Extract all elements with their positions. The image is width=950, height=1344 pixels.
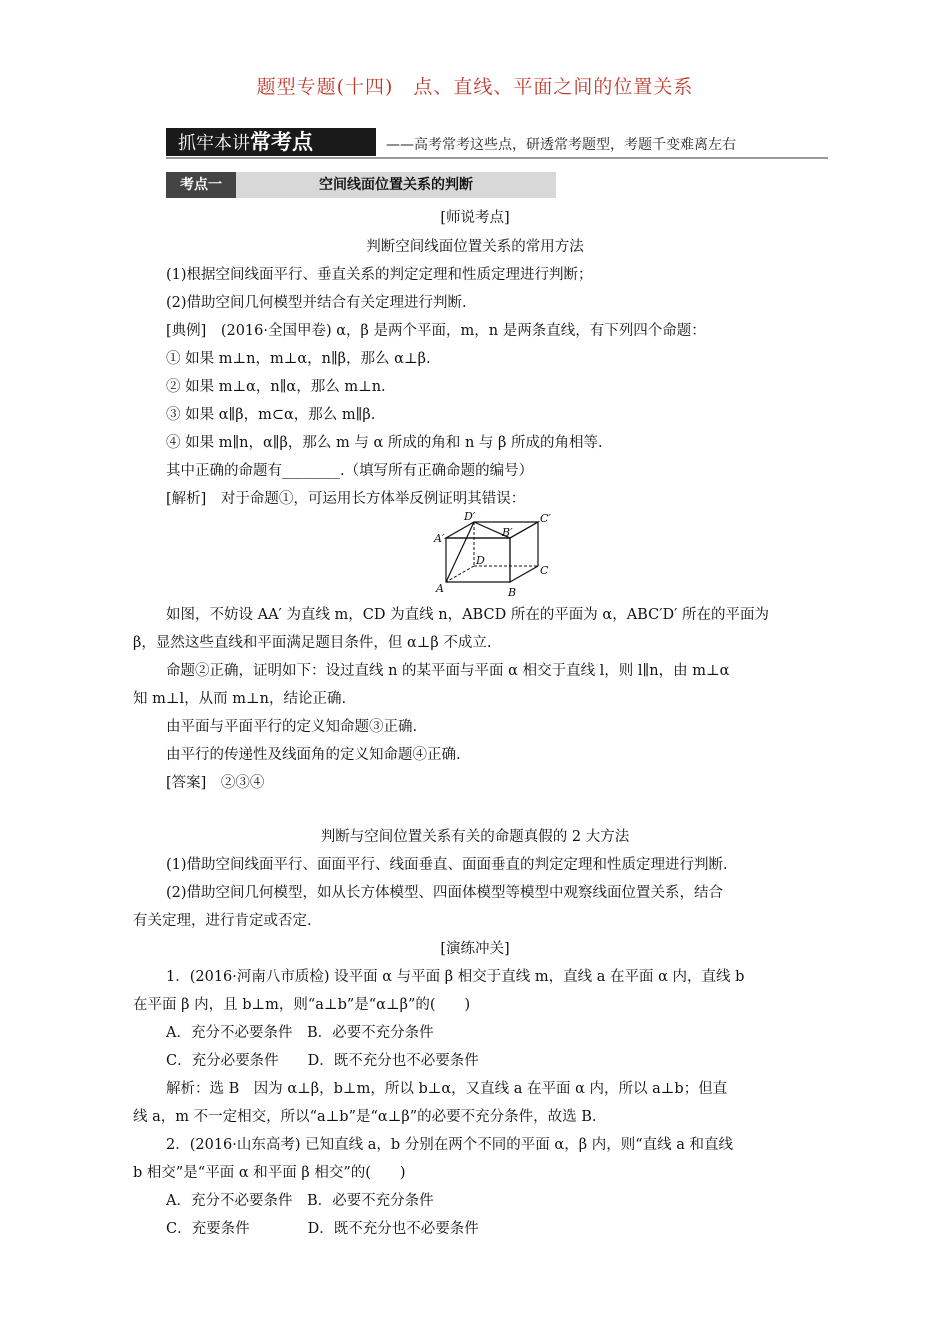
section-banner <box>166 128 828 158</box>
example-intro: [典例] (2016·全国甲卷) α，β 是两个平面，m，n 是两条直线，有下列四个命题： <box>166 323 706 339</box>
question-1: 1．(2016·河南八市质检) 设平面 α 与平面 β 相交于直线 m，直线 a 在平面 α 内，直线 b <box>166 969 745 985</box>
solution-1-cont: 线 a，m 不一定相交，所以“a⊥b”是“α⊥β”的必要不充分条件，故选 B. <box>133 1109 597 1125</box>
label-a1: A′ <box>434 532 445 545</box>
analysis-line: 知 m⊥l，从而 m⊥n，结论正确. <box>133 691 347 707</box>
banner-label <box>166 128 376 156</box>
banner-label-b: 常考点 <box>250 130 313 154</box>
question-2-cont: b 相交”是“平面 α 和平面 β 相交”的( ) <box>133 1165 406 1181</box>
label-d1: D′ <box>464 512 476 523</box>
analysis-line: 由平面与平面平行的定义知命题③正确. <box>166 719 418 735</box>
proposition-2: ② 如果 m⊥α，n∥α，那么 m⊥n. <box>166 379 386 395</box>
text-line: 有关定理，进行肯定或否定. <box>133 913 312 929</box>
banner-label-a: 抓牢本讲 <box>178 133 250 154</box>
proposition-3: ③ 如果 α∥β，m⊂α，那么 m∥β. <box>166 407 376 423</box>
diagonal-ad1 <box>446 522 474 582</box>
label-d: D <box>476 554 485 567</box>
question-blank: 其中正确的命题有________.（填写所有正确命题的编号） <box>166 463 534 479</box>
label-c1: C′ <box>540 512 551 525</box>
label-b: B <box>508 586 517 599</box>
page-title: 题型专题(十四) 点、直线、平面之间的位置关系 <box>256 76 694 98</box>
heading-method: 判断空间线面位置关系的常用方法 <box>366 239 584 255</box>
label-a: A <box>436 582 444 595</box>
proposition-1: ① 如果 m⊥n，m⊥α，n∥β，那么 α⊥β. <box>166 351 431 367</box>
heading-teacher: [师说考点] <box>440 210 510 226</box>
answer-line: [答案] ②③④ <box>166 775 265 791</box>
question-2: 2．(2016·山东高考) 已知直线 a，b 分别在两个不同的平面 α，β 内，则“直线 a 和直线 <box>166 1137 733 1153</box>
analysis-line: 命题②正确，证明如下：设过直线 n 的某平面与平面 α 相交于直线 l，则 l∥n，由 m⊥α <box>166 663 730 679</box>
heading-practice: [演练冲关] <box>440 941 510 957</box>
options-ab: A．充分不必要条件 B．必要不充分条件 <box>166 1025 434 1041</box>
heading-two-methods: 判断与空间位置关系有关的命题真假的 2 大方法 <box>320 829 630 845</box>
text-line: (1)借助空间线面平行、面面平行、线面垂直、面面垂直的判定定理和性质定理进行判断. <box>166 857 728 873</box>
analysis-line: 由平行的传递性及线面角的定义知命题④正确. <box>166 747 461 763</box>
text-line: (2)借助空间几何模型，如从长方体模型、四面体模型等模型中观察线面位置关系，结合 <box>166 885 724 901</box>
topic-header <box>166 172 556 198</box>
topic-tag: 考点一 <box>166 172 236 198</box>
text-line: (2)借助空间几何模型并结合有关定理进行判断. <box>166 295 467 311</box>
analysis-line: 如图，不妨设 AA′ 为直线 m，CD 为直线 n，ABCD 所在的平面为 α，ABC′D′ 所在的平面为 <box>166 607 770 623</box>
question-1-cont: 在平面 β 内，且 b⊥m，则“a⊥b”是“α⊥β”的( ) <box>133 997 471 1013</box>
options-cd: C．充分必要条件 D．既不充分也不必要条件 <box>166 1053 479 1069</box>
analysis-line: β，显然这些直线和平面满足题目条件，但 α⊥β 不成立. <box>133 635 492 651</box>
right-face <box>510 522 538 582</box>
options-cd: C．充要条件 D．既不充分也不必要条件 <box>166 1221 479 1237</box>
text-line: (1)根据空间线面平行、垂直关系的判定定理和性质定理进行判断； <box>166 267 593 283</box>
topic-title: 空间线面位置关系的判断 <box>236 172 556 198</box>
proposition-4: ④ 如果 m∥n，α∥β，那么 m 与 α 所成的角和 n 与 β 所成的角相等. <box>166 435 603 451</box>
banner-rule <box>166 157 828 159</box>
banner-subtitle: ——高考常考这些点，研透常考题型，考题千变难离左右 <box>386 137 736 153</box>
options-ab: A．充分不必要条件 B．必要不充分条件 <box>166 1193 434 1209</box>
label-b1: B′ <box>502 526 513 539</box>
analysis-intro: [解析] 对于命题①，可运用长方体举反例证明其错误： <box>166 491 526 507</box>
cuboid-figure <box>430 512 560 602</box>
solution-1: 解析：选 B 因为 α⊥β，b⊥m，所以 b⊥α，又直线 a 在平面 α 内，所以 a⊥b；但直 <box>166 1081 728 1097</box>
label-c: C <box>540 564 549 577</box>
